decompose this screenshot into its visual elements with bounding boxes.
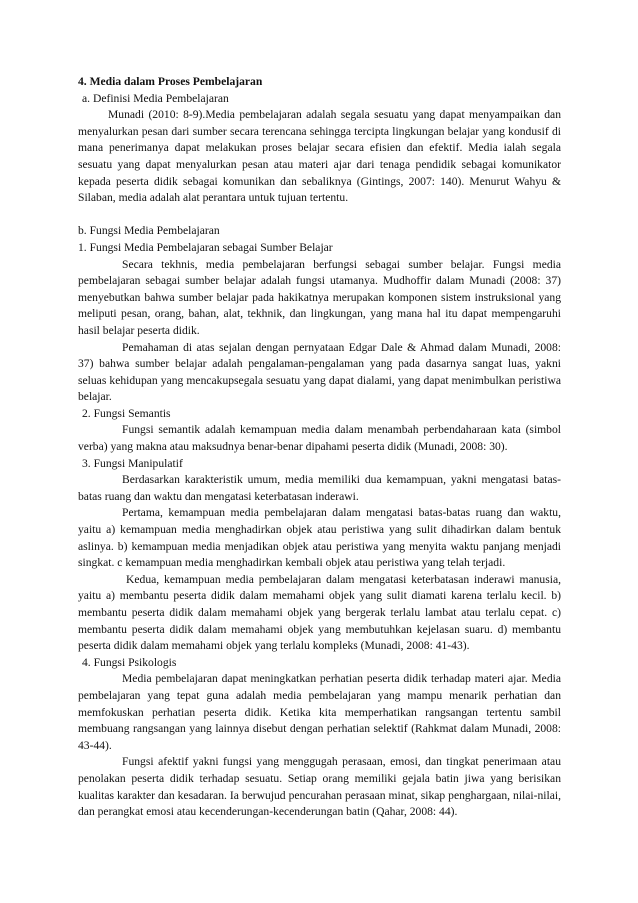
function-4-paragraph-2: Fungsi afektif yakni fungsi yang menggugah perasaan, emosi, dan tingkat penerimaan atau penolakan peserta didik terhadap sesuatu. Setiap orang memiliki gejala batin jiwa yang berisikan kualitas karakter dan kesadaran. Ia berwujud pencurahan perasaan minat, sikap penghargaan, nilai-nilai, dan perangkat emosi atau kecenderungan-kecenderungan batin (Qahar, 2008: 44).: [78, 755, 561, 819]
subsection-b-title: b. Fungsi Media Pembelajaran: [78, 224, 220, 238]
function-4-title: 4. Fungsi Psikologis: [82, 655, 177, 669]
function-3-paragraph-1: Berdasarkan karakteristik umum, media memiliki dua kemampuan, yakni mengatasi batas-batas ruang dan waktu dan mengatasi keterbatasan inderawi.: [78, 473, 561, 503]
function-3-paragraph-3: Kedua, kemampuan media pembelajaran dalam mengatasi keterbatasan inderawi manusia, yaitu a) membantu peserta didik dalam memahami objek yang sulit diamati karena terlalu kecil. b) membantu peserta didik dalam memahami objek yang bergerak terlalu lambat atau terlalu cepat. c) membantu peserta didik dalam memahami objek yang membutuhkan kejelasan suaru. d) membantu peserta didik dalam memahami objek yang terlalu kompleks (Munadi, 2008: 41-43).: [78, 572, 561, 653]
subsection-a-title: a. Definisi Media Pembelajaran: [82, 91, 229, 105]
function-2-paragraph-1: Fungsi semantik adalah kemampuan media dalam menambah perbendaharaan kata (simbol verba) yang makna atau maksudnya benar-benar dipahami peserta didik (Munadi, 2008: 30).: [78, 423, 561, 454]
section-title: 4. Media dalam Proses Pembelajaran: [78, 75, 263, 88]
paragraph-gap: [78, 207, 561, 224]
function-1-paragraph-1: Secara tekhnis, media pembelajaran berfungsi sebagai sumber belajar. Fungsi media pembelajaran sebagai sumber belajar adalah fungsi utamanya. Mudhoffir dalam Munadi (2008: 37) menyebutkan bahwa sumber belajar pada hakikatnya merupakan komponen sistem instruksional yang meliputi pesan, orang, bahan, alat, tekhnik, dan lingkungan, yang mana hal itu dapat mempengaruhi hasil belajar peserta didik.: [78, 257, 561, 337]
function-3-paragraph-2: Pertama, kemampuan media pembelajaran dalam mengatasi batas-batas ruang dan waktu, yaitu a) kemampuan media menghadirkan objek atau peristiwa yang sulit dihadirkan dalam bentuk aslinya. b) kemampuan media menjadikan objek atau peristiwa yang menyita waktu panjang menjadi singkat. c kemampuan media menghadirkan kembali objek atau peristiwa yang telah terjadi.: [78, 506, 561, 570]
definition-paragraph: Munadi (2010: 8-9).Media pembelajaran adalah segala sesuatu yang dapat menyampaikan dan menyalurkan pesan dari sumber secara terencana sehingga tercipta lingkungan belajar yang kondusif di mana penerimanya dapat melakukan proses belajar secara efisien dan efektif. Media ialah segala sesuatu yang dapat menyalurkan pesan atau materi ajar dari tenaga pendidik sebagai komunikator kepada peserta didik sebagai komunikan dan sebaliknya (Gintings, 2007: 140). Menurut Wahyu & Silaban, media adalah alat perantara untuk tujuan tertentu.: [78, 108, 561, 205]
function-1-title: 1. Fungsi Media Pembelajaran sebagai Sumber Belajar: [78, 240, 333, 254]
function-4-paragraph-1: Media pembelajaran dapat meningkatkan perhatian peserta didik terhadap materi ajar. Media pembelajaran yang tepat guna adalah media pembelajaran yang mampu menarik perhatian dan memfokuskan perhatian peserta didik. Ketika kita memperhatikan rangsangan tertentu sambil membuang rangsangan yang lainnya disebut dengan perhatian selektif (Rahkmat dalam Munadi, 2008: 43-44).: [78, 672, 561, 752]
function-1-paragraph-2: Pemahaman di atas sejalan dengan pernyataan Edgar Dale & Ahmad dalam Munadi, 2008: 37) bahwa sumber belajar adalah pengalaman-pengalaman yang pada dasarnya sangat luas, yakni seluas kehidupan yang mencakupsegala sesuatu yang dapat dialami, yang dapat menimbulkan peristiwa belajar.: [78, 340, 561, 404]
function-2-title: 2. Fungsi Semantis: [82, 406, 171, 420]
document-page: [78, 74, 561, 821]
function-3-title: 3. Fungsi Manipulatif: [82, 456, 183, 470]
